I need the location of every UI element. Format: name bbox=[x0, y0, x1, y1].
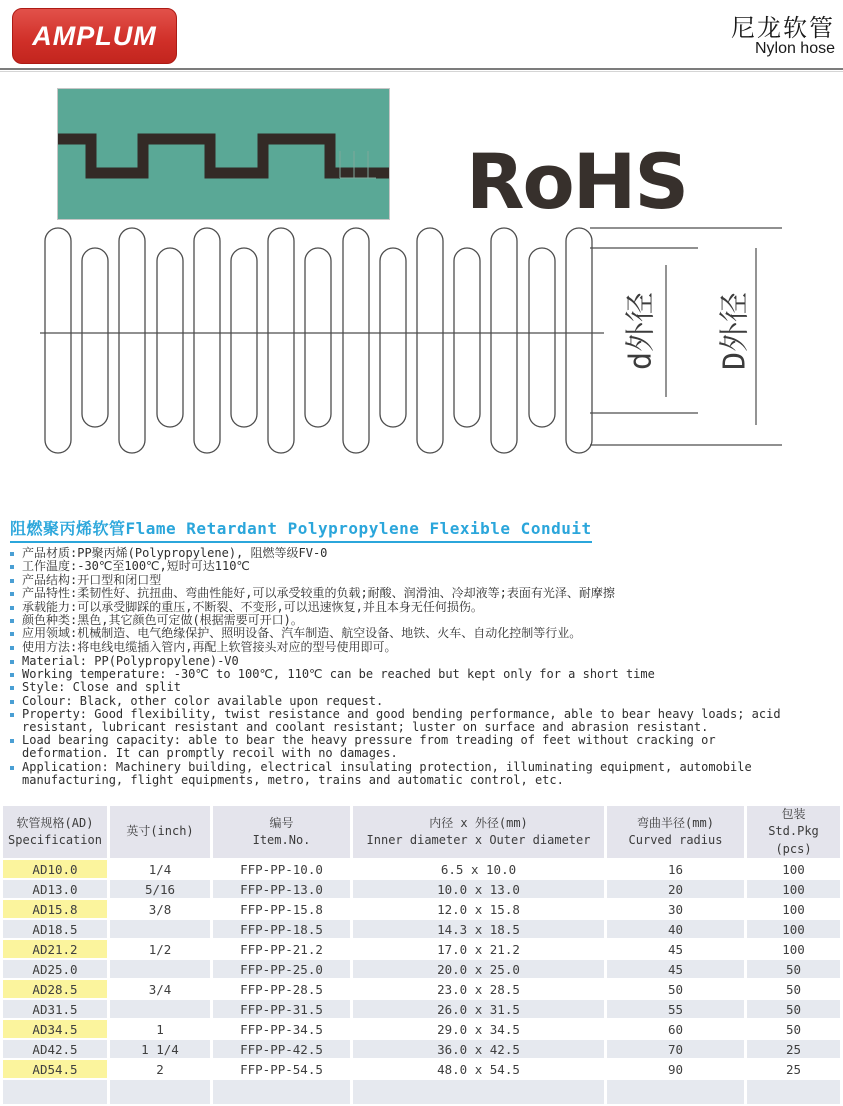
cell-inch: 1 bbox=[110, 1020, 210, 1038]
bullet-item bbox=[8, 761, 798, 787]
table-header-row bbox=[3, 806, 840, 858]
col-header-pkg: 包装 Std.Pkg (pcs) bbox=[747, 806, 840, 858]
bullet-list-chinese bbox=[8, 547, 808, 654]
cell-pkg: 100 bbox=[747, 920, 840, 938]
cell-spec: AD10.0 bbox=[3, 860, 107, 878]
table-row bbox=[3, 1000, 840, 1018]
page-title-zh: 尼龙软管 bbox=[731, 14, 835, 42]
cell-diameters: 36.0 x 42.5 bbox=[353, 1040, 604, 1058]
cell-pkg: 100 bbox=[747, 900, 840, 918]
bullet-dot-icon bbox=[10, 686, 14, 690]
cell-radius: 55 bbox=[607, 1000, 744, 1018]
header-divider bbox=[0, 68, 843, 70]
cell-spec: AD13.0 bbox=[3, 880, 107, 898]
specification-table bbox=[0, 804, 843, 1106]
cell-spec: AD18.5 bbox=[3, 920, 107, 938]
page-title-en: Nylon hose bbox=[754, 40, 835, 57]
table-row bbox=[3, 960, 840, 978]
bullet-item bbox=[8, 641, 808, 654]
cell-pkg: 25 bbox=[747, 1060, 840, 1078]
conduit-dimension-diagram bbox=[0, 225, 843, 500]
cell-pkg: 100 bbox=[747, 860, 840, 878]
cell-inch bbox=[110, 1080, 210, 1104]
bullet-text: 颜色种类:黑色,其它颜色可定做(根据需要可开口)。 bbox=[22, 613, 303, 628]
bullet-text: 承载能力:可以承受脚踩的重压,不断裂、不变形,可以迅速恢复,并且本身无任何损伤。 bbox=[22, 599, 483, 614]
header-divider-shadow bbox=[0, 71, 843, 72]
cell-item-no: FFP-PP-21.2 bbox=[213, 940, 350, 958]
bullet-text: Application: Machinery building, electrical insulating protection, illuminating equipment, automobile manufacturing, flight equipments, metro, trains and automatic control, etc. bbox=[22, 759, 752, 787]
cell-radius: 45 bbox=[607, 940, 744, 958]
rohs-mark: RoHS bbox=[466, 137, 688, 226]
cell-item-no: FFP-PP-34.5 bbox=[213, 1020, 350, 1038]
inner-diameter-label: d外径 bbox=[623, 291, 659, 371]
cell-inch: 1/4 bbox=[110, 860, 210, 878]
cell-pkg: 25 bbox=[747, 1040, 840, 1058]
conduit-profile-drawing bbox=[58, 89, 389, 219]
bullet-item bbox=[8, 708, 798, 734]
cell-item-no: FFP-PP-31.5 bbox=[213, 1000, 350, 1018]
bullet-dot-icon bbox=[10, 673, 14, 677]
bullet-dot-icon bbox=[10, 606, 14, 610]
bullet-dot-icon bbox=[10, 739, 14, 743]
bullet-list-english bbox=[8, 655, 798, 787]
bullet-text: Material: PP(Polypropylene)-V0 bbox=[22, 654, 239, 668]
bullet-text: Colour: Black, other color available upon request. bbox=[22, 693, 384, 708]
cell-inch: 3/8 bbox=[110, 900, 210, 918]
cell-pkg: 50 bbox=[747, 1000, 840, 1018]
bullet-dot-icon bbox=[10, 579, 14, 583]
bullet-dot-icon bbox=[10, 700, 14, 704]
cell-pkg bbox=[747, 1080, 840, 1104]
table-row bbox=[3, 940, 840, 958]
col-header-item-no: 编号 Item.No. bbox=[213, 806, 350, 858]
cell-pkg: 50 bbox=[747, 960, 840, 978]
cell-inch: 3/4 bbox=[110, 980, 210, 998]
bullet-dot-icon bbox=[10, 766, 14, 770]
cell-radius: 90 bbox=[607, 1060, 744, 1078]
cell-spec: AD28.5 bbox=[3, 980, 107, 998]
cell-inch bbox=[110, 960, 210, 978]
cell-diameters: 6.5 x 10.0 bbox=[353, 860, 604, 878]
col-header-inch: 英寸(inch) bbox=[110, 806, 210, 858]
cell-radius bbox=[607, 1080, 744, 1104]
bullet-text: Style: Close and split bbox=[22, 680, 181, 695]
bullet-dot-icon bbox=[10, 632, 14, 636]
cell-item-no: FFP-PP-42.5 bbox=[213, 1040, 350, 1058]
amplum-logo bbox=[12, 8, 177, 64]
cell-spec: AD31.5 bbox=[3, 1000, 107, 1018]
cell-diameters: 17.0 x 21.2 bbox=[353, 940, 604, 958]
cell-inch bbox=[110, 920, 210, 938]
cell-spec bbox=[3, 1080, 107, 1104]
outer-diameter-label: D外径 bbox=[717, 291, 753, 371]
bullet-dot-icon bbox=[10, 660, 14, 664]
bullet-item bbox=[8, 734, 798, 760]
bullet-dot-icon bbox=[10, 552, 14, 556]
bullet-dot-icon bbox=[10, 565, 14, 569]
col-header-spec: 软管规格(AD) Specification bbox=[3, 806, 107, 858]
bullet-text: 产品结构:开口型和闭口型 bbox=[22, 572, 162, 587]
cell-diameters: 29.0 x 34.5 bbox=[353, 1020, 604, 1038]
bullet-dot-icon bbox=[10, 713, 14, 717]
bullet-text: Property: Good flexibility, twist resistance and good bending performance, able to bear heavy loads; acid resistant, lubricant resistant and coolant resistant; luster on surface and abrasion resistant. bbox=[22, 706, 781, 735]
table-row bbox=[3, 920, 840, 938]
cell-diameters: 23.0 x 28.5 bbox=[353, 980, 604, 998]
bullet-text: 使用方法:将电线电缆插入管内,再配上软管接头对应的型号使用即可。 bbox=[22, 639, 397, 654]
bullet-text: 工作温度:-30℃至100℃,短时可达110℃ bbox=[22, 559, 250, 574]
cell-diameters: 20.0 x 25.0 bbox=[353, 960, 604, 978]
cell-radius: 60 bbox=[607, 1020, 744, 1038]
bullet-item bbox=[8, 560, 808, 573]
cell-item-no: FFP-PP-13.0 bbox=[213, 880, 350, 898]
bullet-text: 应用领域:机械制造、电气绝缘保护、照明设备、汽车制造、航空设备、地铁、火车、自动化控制等行业。 bbox=[22, 626, 582, 641]
cell-diameters: 26.0 x 31.5 bbox=[353, 1000, 604, 1018]
table-row bbox=[3, 980, 840, 998]
bullet-text: Working temperature: -30℃ to 100℃, 110℃ can be reached but kept only for a short time bbox=[22, 667, 655, 682]
cell-item-no: FFP-PP-18.5 bbox=[213, 920, 350, 938]
cell-item-no: FFP-PP-15.8 bbox=[213, 900, 350, 918]
cell-spec: AD34.5 bbox=[3, 1020, 107, 1038]
section-title: 阻燃聚丙烯软管Flame Retardant Polypropylene Flexible Conduit bbox=[10, 516, 592, 543]
cell-diameters: 12.0 x 15.8 bbox=[353, 900, 604, 918]
table-row bbox=[3, 880, 840, 898]
bullet-text: 产品特性:柔韧性好、抗扭曲、弯曲性能好,可以承受较重的负载;耐酸、润滑油、冷却液等;表面有光泽、耐摩擦 bbox=[22, 586, 615, 601]
cell-item-no: FFP-PP-25.0 bbox=[213, 960, 350, 978]
cell-item-no: FFP-PP-10.0 bbox=[213, 860, 350, 878]
bullet-text: 产品材质:PP聚丙烯(Polypropylene), 阻燃等级FV-0 bbox=[22, 546, 328, 560]
bullet-item bbox=[8, 587, 808, 600]
col-header-diameters: 内径 x 外径(mm) Inner diameter x Outer diameter bbox=[353, 806, 604, 858]
cell-radius: 40 bbox=[607, 920, 744, 938]
bullet-text: Load bearing capacity: able to bear the heavy pressure from treading of feet without cracking or deformation. It can promptly recoil with no damages. bbox=[22, 733, 716, 761]
bullet-dot-icon bbox=[10, 646, 14, 650]
cell-item-no: FFP-PP-28.5 bbox=[213, 980, 350, 998]
table-row-empty bbox=[3, 1080, 840, 1104]
bullet-item bbox=[8, 627, 808, 640]
table-row bbox=[3, 900, 840, 918]
cell-inch bbox=[110, 1000, 210, 1018]
cell-radius: 45 bbox=[607, 960, 744, 978]
col-header-radius: 弯曲半径(mm) Curved radius bbox=[607, 806, 744, 858]
cell-inch: 2 bbox=[110, 1060, 210, 1078]
cell-radius: 20 bbox=[607, 880, 744, 898]
cell-radius: 70 bbox=[607, 1040, 744, 1058]
cell-diameters bbox=[353, 1080, 604, 1104]
cell-spec: AD15.8 bbox=[3, 900, 107, 918]
table-row bbox=[3, 1040, 840, 1058]
cell-spec: AD21.2 bbox=[3, 940, 107, 958]
cell-radius: 50 bbox=[607, 980, 744, 998]
cell-pkg: 50 bbox=[747, 980, 840, 998]
cell-pkg: 100 bbox=[747, 940, 840, 958]
conduit-profile-image bbox=[57, 88, 390, 220]
amplum-logo-text: AMPLUM bbox=[32, 20, 157, 51]
cell-spec: AD54.5 bbox=[3, 1060, 107, 1078]
cell-item-no: FFP-PP-54.5 bbox=[213, 1060, 350, 1078]
cell-diameters: 10.0 x 13.0 bbox=[353, 880, 604, 898]
cell-radius: 30 bbox=[607, 900, 744, 918]
table-row bbox=[3, 1060, 840, 1078]
cell-spec: AD25.0 bbox=[3, 960, 107, 978]
cell-spec: AD42.5 bbox=[3, 1040, 107, 1058]
cell-inch: 1/2 bbox=[110, 940, 210, 958]
table-row bbox=[3, 1020, 840, 1038]
cell-item-no bbox=[213, 1080, 350, 1104]
cell-inch: 5/16 bbox=[110, 880, 210, 898]
cell-diameters: 14.3 x 18.5 bbox=[353, 920, 604, 938]
bullet-dot-icon bbox=[10, 592, 14, 596]
cell-radius: 16 bbox=[607, 860, 744, 878]
cell-inch: 1 1/4 bbox=[110, 1040, 210, 1058]
cell-diameters: 48.0 x 54.5 bbox=[353, 1060, 604, 1078]
table-row bbox=[3, 860, 840, 878]
bullet-dot-icon bbox=[10, 619, 14, 623]
cell-pkg: 100 bbox=[747, 880, 840, 898]
cell-pkg: 50 bbox=[747, 1020, 840, 1038]
